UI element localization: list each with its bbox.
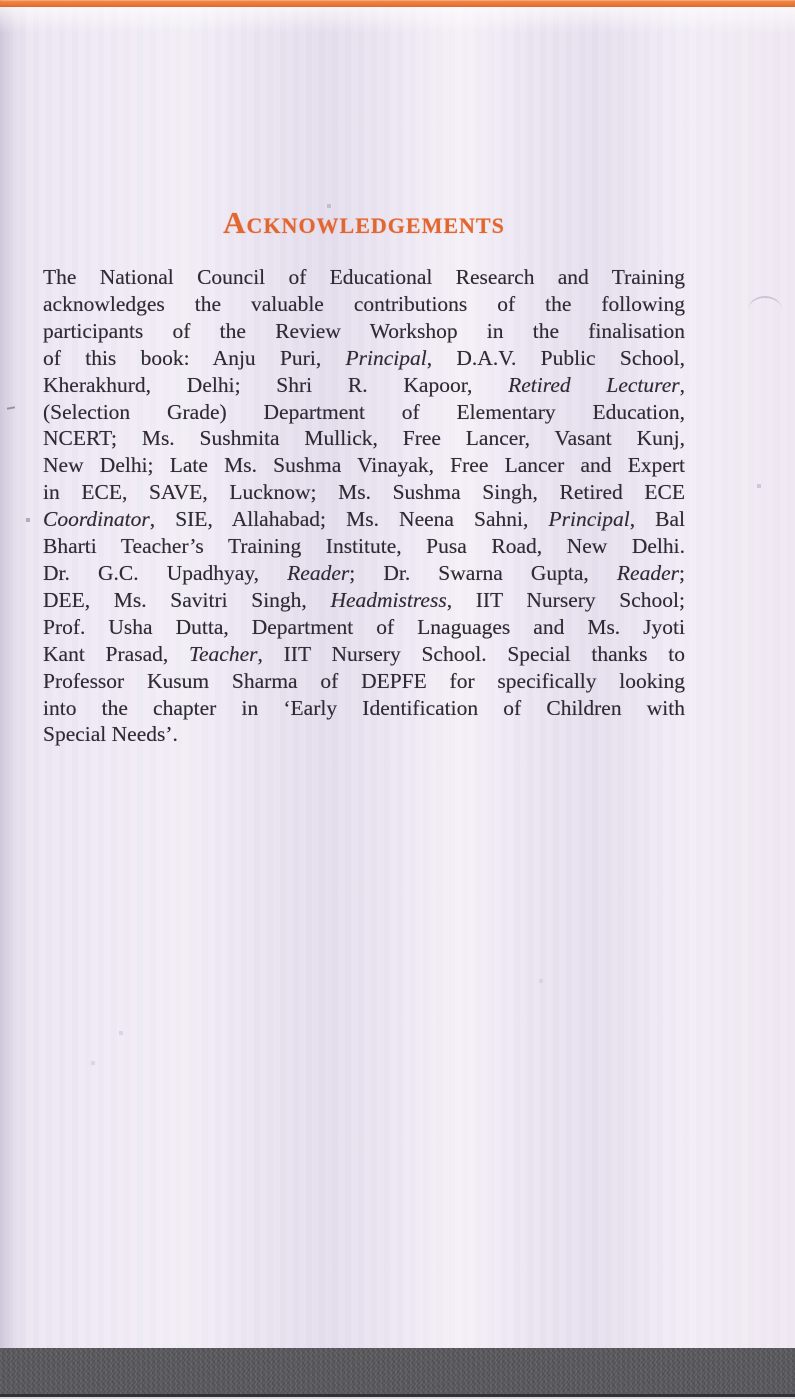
bottom-edge-band xyxy=(0,1348,795,1394)
scan-specks xyxy=(0,0,2,2)
paragraph-line xyxy=(43,399,685,426)
designation-italic-text: Teacher xyxy=(189,641,258,666)
body-text-segment: NCERT; Ms. Sushmita Mullick, Free Lancer, Vasant Kunj, xyxy=(43,426,685,451)
paragraph-line xyxy=(43,452,685,479)
paragraph-line xyxy=(43,533,685,560)
paragraph-line xyxy=(43,425,685,452)
scan-scratch-mark xyxy=(748,296,782,310)
top-light-strip xyxy=(0,7,795,33)
body-text-segment: ; Dr. Swarna Gupta, xyxy=(349,560,617,585)
paragraph-line xyxy=(43,345,685,372)
body-text-segment: New Delhi; Late Ms. Sushma Vinayak, Free Lancer and Expert xyxy=(43,453,685,478)
body-text-segment: (Selection Grade) Department of Elementary Education, xyxy=(43,399,685,424)
paragraph-line xyxy=(43,587,685,614)
body-text-segment: of this book: Anju Puri, xyxy=(43,345,346,370)
body-text-segment: , IIT Nursery School. Special thanks to xyxy=(257,641,685,666)
body-text-segment: , D.A.V. Public School, xyxy=(426,345,685,370)
body-text-segment: Professor Kusum Sharma of DEPFE for specifically looking xyxy=(43,668,685,693)
body-text-segment: Bharti Teacher’s Training Institute, Pusa Road, New Delhi. xyxy=(43,534,685,559)
paragraph-line xyxy=(43,614,685,641)
top-edge-orange-bar xyxy=(0,0,795,7)
body-text-segment: , IIT Nursery School; xyxy=(446,587,685,612)
designation-italic-text: Principal xyxy=(548,507,630,532)
scan-dash-mark xyxy=(7,406,15,409)
body-text-segment: ; xyxy=(679,560,685,585)
paragraph-line xyxy=(43,264,685,291)
body-text-segment: Special Needs’. xyxy=(43,722,178,747)
paragraph-line xyxy=(43,506,685,533)
paragraph-line xyxy=(43,479,685,506)
body-text-segment: participants of the Review Workshop in the finalisation xyxy=(43,318,685,343)
designation-italic-text: Coordinator xyxy=(43,507,150,532)
body-text-segment: , SIE, Allahabad; Ms. Neena Sahni, xyxy=(149,507,549,532)
paragraph-line xyxy=(43,560,685,587)
designation-italic-text: Headmistress xyxy=(330,587,447,612)
paragraph-line xyxy=(43,318,685,345)
body-text-segment: Prof. Usha Dutta, Department of Lnaguages and Ms. Jyoti xyxy=(43,614,685,639)
paragraph-line xyxy=(43,668,685,695)
body-text-segment: Kant Prasad, xyxy=(43,641,190,666)
body-text-segment: DEE, Ms. Savitri Singh, xyxy=(43,587,331,612)
paragraph-line xyxy=(43,372,685,399)
body-text-segment: into the chapter in ‘Early Identification of Children with xyxy=(43,695,685,720)
designation-italic-text: Reader xyxy=(287,560,350,585)
paragraph-line xyxy=(43,291,685,318)
body-text-segment: , Bal xyxy=(629,507,685,532)
designation-italic-text: Principal xyxy=(345,345,427,370)
page-title: Acknowledgements xyxy=(223,205,505,240)
designation-italic-text: Retired Lecturer xyxy=(508,372,680,397)
paragraph-line xyxy=(43,641,685,668)
body-text-segment: The National Council of Educational Research and Training xyxy=(43,265,685,289)
body-text-segment: in ECE, SAVE, Lucknow; Ms. Sushma Singh, Retired ECE xyxy=(43,480,685,505)
body-text-segment: acknowledges the valuable contributions of the following xyxy=(43,291,685,316)
acknowledgements-paragraph xyxy=(43,264,685,748)
body-text-segment: Dr. G.C. Upadhyay, xyxy=(43,560,288,585)
designation-italic-text: Reader xyxy=(616,560,680,585)
body-text-segment: Kherakhurd, Delhi; Shri R. Kapoor, xyxy=(43,372,509,397)
paragraph-line xyxy=(43,695,685,722)
paragraph-line xyxy=(43,721,685,748)
body-text-segment: , xyxy=(679,372,685,397)
